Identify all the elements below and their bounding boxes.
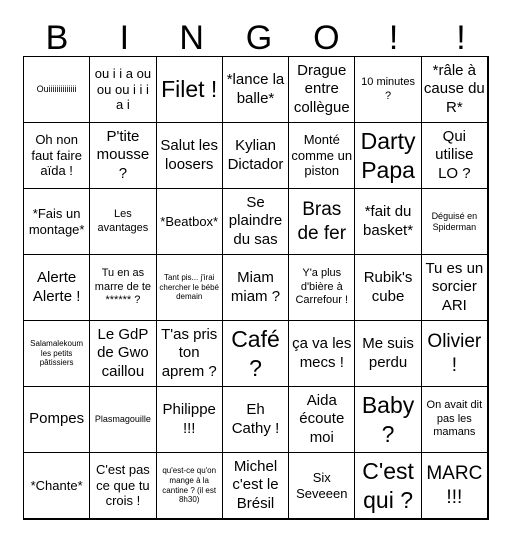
bingo-cell[interactable]: Philippe !!! xyxy=(156,386,223,453)
title-letter: N xyxy=(179,18,204,57)
bingo-cell[interactable]: Qui utilise LO ? xyxy=(421,122,488,189)
bingo-cell[interactable]: Baby ? xyxy=(354,386,421,453)
bingo-cell[interactable]: Tu es un sorcier ARI xyxy=(421,254,488,321)
bingo-cell[interactable]: Bras de fer xyxy=(288,188,355,255)
title-letter: O xyxy=(313,18,340,57)
bingo-cell[interactable]: Eh Cathy ! xyxy=(222,386,289,453)
title-letter: G xyxy=(245,18,273,57)
bingo-cell[interactable]: Michel c'est le Brésil xyxy=(222,452,289,519)
title-letter: ! xyxy=(456,18,466,57)
bingo-cell[interactable]: Aida écoute moi xyxy=(288,386,355,453)
bingo-cell[interactable]: Drague entre collègue xyxy=(288,56,355,123)
bingo-cell[interactable]: Tu en as marre de te ****** ? xyxy=(89,254,156,321)
title-letter: ! xyxy=(388,18,399,57)
bingo-cell[interactable]: T'as pris ton aprem ? xyxy=(156,320,223,387)
bingo-cell[interactable]: Tant pis... j'irai chercher le bébé demain xyxy=(156,254,223,321)
bingo-cell[interactable]: Alerte Alerte ! xyxy=(23,254,90,321)
bingo-cell[interactable]: Kylian Dictador xyxy=(222,122,289,189)
bingo-cell[interactable]: Se plaindre du sas xyxy=(222,188,289,255)
bingo-cell[interactable]: Ouiiiiiiiiiiiiii xyxy=(23,56,90,123)
bingo-cell[interactable]: Filet ! xyxy=(156,56,223,123)
bingo-cell[interactable]: Café ? xyxy=(222,320,289,387)
bingo-cell[interactable]: Salamalekoum les petits pâtissiers xyxy=(23,320,90,387)
bingo-cell[interactable]: 10 minutes ? xyxy=(354,56,421,123)
bingo-cell[interactable]: *fait du basket* xyxy=(354,188,421,255)
bingo-cell[interactable]: qu'est-ce qu'on mange à la cantine ? (il est 8h30) xyxy=(156,452,223,519)
bingo-cell[interactable]: *Beatbox* xyxy=(156,188,223,255)
bingo-cell[interactable]: Oh non faut faire aïda ! xyxy=(23,122,90,189)
bingo-cell[interactable]: Y'a plus d'bière à Carrefour ! xyxy=(288,254,355,321)
bingo-cell[interactable]: Pompes xyxy=(23,386,90,453)
bingo-cell[interactable]: Monté comme un piston xyxy=(288,122,355,189)
bingo-cell[interactable]: Déguisé en Spiderman xyxy=(421,188,488,255)
bingo-cell[interactable]: ou i i a ou ou ou i i i a i xyxy=(89,56,156,123)
bingo-cell[interactable]: *lance la balle* xyxy=(222,56,289,123)
bingo-title xyxy=(24,18,494,58)
bingo-cell[interactable]: Rubik's cube xyxy=(354,254,421,321)
bingo-cell[interactable]: Salut les loosers xyxy=(156,122,223,189)
bingo-cell[interactable]: *Chante* xyxy=(23,452,90,519)
bingo-cell[interactable]: On avait dit pas les mamans xyxy=(421,386,488,453)
bingo-grid xyxy=(23,56,489,520)
bingo-cell[interactable]: P'tite mousse ? xyxy=(89,122,156,189)
bingo-cell[interactable]: *Fais un montage* xyxy=(23,188,90,255)
title-letter: B xyxy=(45,18,69,57)
bingo-cell[interactable]: Darty Papa xyxy=(354,122,421,189)
bingo-cell[interactable]: Le GdP de Gwo caillou xyxy=(89,320,156,387)
bingo-cell[interactable]: Me suis perdu xyxy=(354,320,421,387)
bingo-cell[interactable]: Miam miam ? xyxy=(222,254,289,321)
bingo-cell[interactable]: Olivier ! xyxy=(421,320,488,387)
bingo-cell[interactable]: *râle à cause du R* xyxy=(421,56,488,123)
title-letter: I xyxy=(119,18,130,57)
bingo-cell[interactable]: C'est qui ? xyxy=(354,452,421,519)
bingo-cell[interactable]: Plasmagouille xyxy=(89,386,156,453)
bingo-cell[interactable]: C'est pas ce que tu crois ! xyxy=(89,452,156,519)
bingo-cell[interactable]: MARC !!! xyxy=(421,452,488,519)
bingo-cell[interactable]: Six Seveeen xyxy=(288,452,355,519)
bingo-cell[interactable]: Les avantages xyxy=(89,188,156,255)
bingo-cell[interactable]: ça va les mecs ! xyxy=(288,320,355,387)
